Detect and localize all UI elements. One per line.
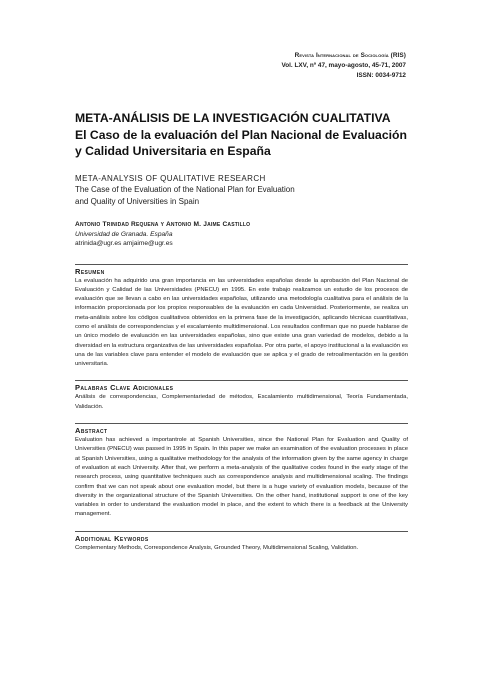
title-es-line2: El Caso de la evaluación del Plan Nacional de Evaluación <box>75 127 407 142</box>
author-names: Antonio Trinidad Requena y Antonio M. Jaime Castillo <box>75 221 251 228</box>
journal-volume: Vol. LXV, nº 47, mayo-agosto, 45-71, 2007 <box>281 62 406 69</box>
resumen-section <box>75 264 408 370</box>
title-es-line3: y Calidad Universitaria en España <box>75 144 271 158</box>
palabras-heading: Palabras Clave Adicionales <box>75 383 174 393</box>
keywords-section <box>75 531 408 553</box>
resumen-heading: Resumen <box>75 266 105 276</box>
keywords-text: Complementary Methods, Correspondence Analysis, Grounded Theory, Multidimensional Scaling, Validation. <box>75 544 359 551</box>
section-divider <box>75 531 408 532</box>
title-en-line3: and Quality of Universities in Spain <box>75 196 200 206</box>
section-divider <box>75 380 408 381</box>
title-es-line1: META-ANÁLISIS DE LA INVESTIGACIÓN CUALITATIVA <box>75 111 391 125</box>
title-spanish <box>75 110 408 160</box>
keywords-heading: Additional Keywords <box>75 533 149 543</box>
journal-name: Revista Internacional de Sociología (RIS) <box>294 52 406 59</box>
authors-block <box>75 220 408 249</box>
palabras-section <box>75 380 408 412</box>
journal-issn: ISSN: 0034-9712 <box>356 72 406 79</box>
abstract-text: Evaluation has achieved a importantrole at Spanish Universities, since the National Plan for Evaluation and Quality of Universities (PNECU) was passed in 1995 in Spain. In this paper we make an examination of the evaluation processes in place at Spanish Universities, using a qualitative methodology for the analysis of the information given by the same agency in charge of evaluation at each University. After that, we perform a meta-analysis of the qualitative codes found in the early stage of the research process, using quantitative techniques such as correspondence analysis and multidimensional scaling. The findings confirm that we can not speak about one evaluation model, but there is a huge variety of evaluation models, because of the diversity in the organizational structure of the Spanish Universities. On the other hand, institutional support is one of the key variables in order to understand the evaluation model in place, and the extent to which there is a feedback at the University management. <box>75 437 408 518</box>
title-en-line2: The Case of the Evaluation of the National Plan for Evaluation <box>75 185 295 194</box>
author-emails: atrinida@ugr.es amjaime@ugr.es <box>75 240 173 247</box>
title-en-line1: META-ANALYSIS OF QUALITATIVE RESEARCH <box>75 173 266 183</box>
author-institution: Universidad de Granada. España <box>75 230 173 238</box>
palabras-text: Análisis de correspondencias, Complementariedad de métodos, Escalamiento multidimensional, Teoría Fundamentada, Validación. <box>75 394 408 410</box>
article-body <box>75 110 408 553</box>
abstract-section <box>75 423 408 520</box>
abstract-heading: Abstract <box>75 426 108 436</box>
title-english <box>75 173 408 208</box>
section-divider <box>75 423 408 424</box>
section-divider <box>75 264 408 265</box>
journal-header <box>281 51 406 81</box>
resumen-text: La evaluación ha adquirido una gran importancia en las universidades españolas desde la aprobación del Plan Nacional de Evaluación y Calidad de las Universidades (PNECU) en 1995. En este trabajo realizamos un estudio de los procesos de evaluación que se llevan a cabo en las universidades españolas, utilizando una metodología cualitativa para el análisis de la información proporcionada por los propios responsables de la evaluación en cada Universidad. Posteriormente, se realiza un meta-análisis sobre los códigos cualitativos obtenidos en la primera fase de la investigación, aplicando técnicas cuantitativas, como el análisis de correspondencias y el escalamiento multidimensional. Los resultados confirman que no puede hablarse de un único modelo de evaluación en las universidades españolas, sino que existe una gran variedad de modelos, debido a la diversidad en la estructura organizativa de las universidades españolas. Por otra parte, el apoyo institucional a la evaluación es una de las variables clave para entender el modelo de evaluación que se aplica y el grado de retroalimentación en la gestión universitaria. <box>75 277 408 368</box>
